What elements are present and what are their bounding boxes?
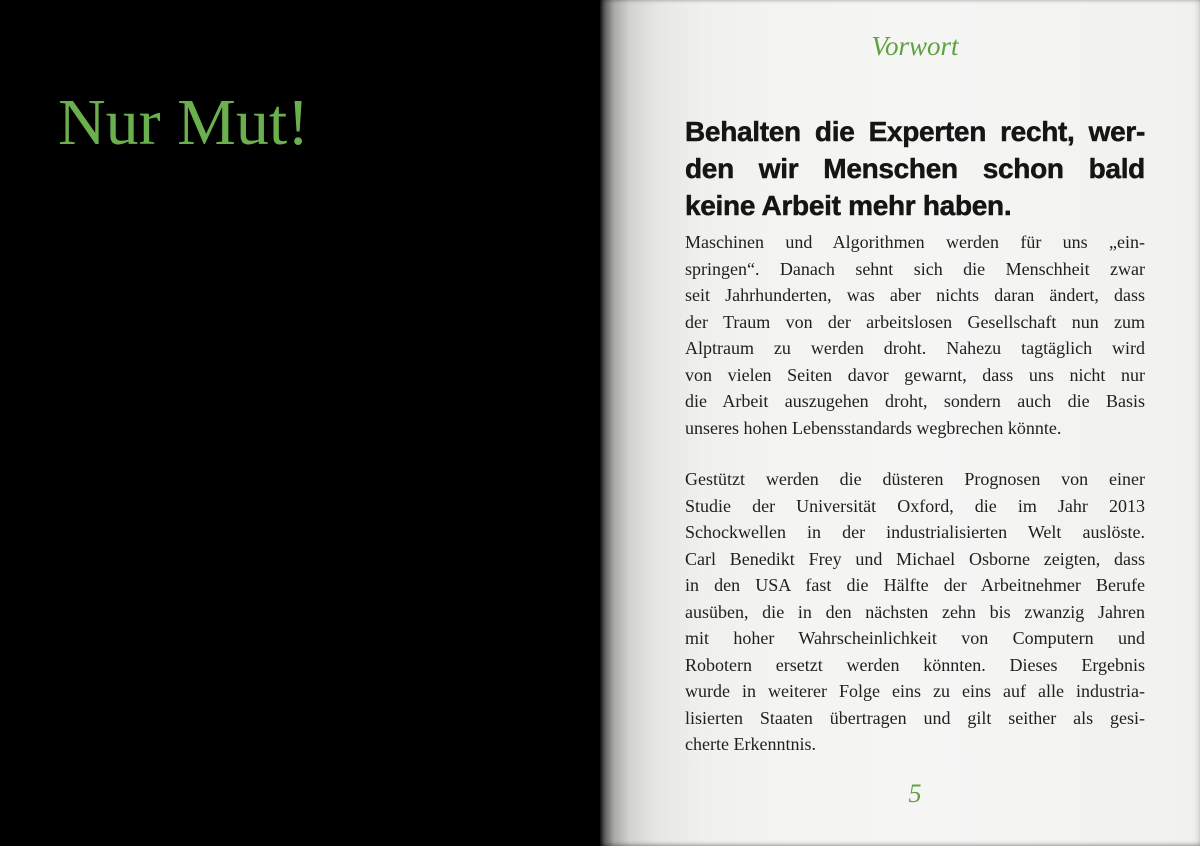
right-page bbox=[600, 0, 1200, 846]
text-line: unseres hohen Lebensstandards wegbrechen könnte. bbox=[685, 417, 1062, 438]
text-line: mit hoher Wahrscheinlichkeit von Computern und bbox=[685, 628, 1145, 648]
paragraph-2 bbox=[685, 466, 1145, 758]
heading-line: Behalten die Experten recht, wer- bbox=[685, 116, 1145, 147]
text-line: ausüben, die in den nächsten zehn bis zwanzig Jahren bbox=[685, 601, 1145, 622]
text-line: Carl Benedikt Frey und Michael Osborne zeigten, dass bbox=[685, 548, 1145, 569]
text-line: in den USA fast die Hälfte der Arbeitnehmer Berufe bbox=[685, 575, 1145, 595]
section-heading bbox=[685, 113, 1145, 224]
paragraph-1 bbox=[685, 229, 1145, 441]
text-line: Gestützt werden die düsteren Prognosen von einer bbox=[685, 469, 1145, 489]
text-line: Robotern ersetzt werden könnten. Dieses Ergebnis bbox=[685, 654, 1145, 675]
book-title: Nur Mut! bbox=[58, 86, 310, 159]
text-line: Schockwellen in der industrialisierten Welt auslöste. bbox=[685, 522, 1145, 542]
text-line: Studie der Universität Oxford, die im Jahr 2013 bbox=[685, 495, 1145, 516]
text-line: lisierten Staaten übertragen und gilt seither als gesi- bbox=[685, 707, 1145, 728]
text-column bbox=[685, 0, 1145, 846]
text-line: der Traum von der arbeitslosen Gesellschaft nun zum bbox=[685, 311, 1145, 332]
text-line: wurde in weiterer Folge eins zu eins auf alle industria- bbox=[685, 681, 1145, 701]
page-number: 5 bbox=[908, 779, 922, 808]
text-line: von vielen Seiten davor gewarnt, dass uns nicht nur bbox=[685, 364, 1145, 385]
text-line: seit Jahrhunderten, was aber nichts daran ändert, dass bbox=[685, 285, 1145, 305]
text-line: Maschinen und Algorithmen werden für uns „ein- bbox=[685, 232, 1145, 252]
chapter-header: Vorwort bbox=[871, 31, 959, 61]
text-line: die Arbeit auszugehen droht, sondern auch die Basis bbox=[685, 391, 1145, 411]
text-line: Alptraum zu werden droht. Nahezu tagtäglich wird bbox=[685, 338, 1145, 358]
text-line: springen“. Danach sehnt sich die Menschheit zwar bbox=[685, 258, 1145, 279]
heading-line: keine Arbeit mehr haben. bbox=[685, 190, 1012, 221]
text-line: cherte Erkenntnis. bbox=[685, 734, 816, 754]
heading-line: den wir Menschen schon bald bbox=[685, 153, 1145, 184]
